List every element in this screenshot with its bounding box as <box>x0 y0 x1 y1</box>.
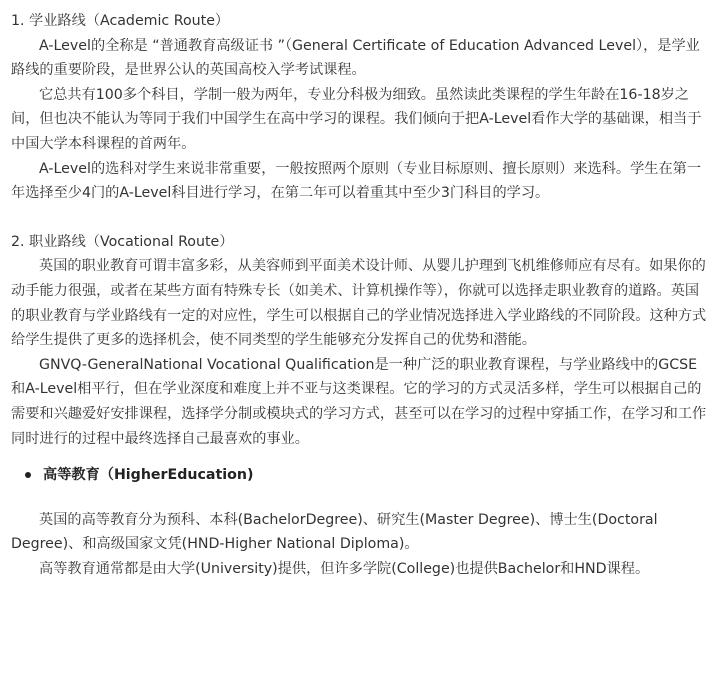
a-level-selection-paragraph: A-Level的选科对学生来说非常重要，一般按照两个原则（专业目标原则、擅长原则）来选科。学生在第一年选择至少4门的A-Level科目进行学习，在第二年可以着重其中至少3门科目的学习。 <box>11 160 702 202</box>
section-spacer <box>11 206 708 230</box>
vocational-route-heading: 2. 职业路线（Vocational Route） <box>11 233 234 250</box>
gnvq-paragraph: GNVQ-GeneralNational Vocational Qualification是一种广泛的职业教育课程，与学业路线中的GCSE和A-Level相平行，但在学业深度和难度上并不亚与这类课程。它的学习的方式灵活多样，学生可以根据自己的需要和兴趣爱好安排课程，选择学分制或模块式的学习方式，甚至可以在学习的过程中穿插工作，在学习和工作同时进行的过程中最终选择自己最喜欢的事业。 <box>11 356 707 447</box>
higher-education-providers-paragraph: 高等教育通常都是由大学(University)提供，但许多学院(College)也提供Bachelor和HND课程。 <box>39 560 650 577</box>
a-level-definition-paragraph: A-Level的全称是 “普通教育高级证书 ”（General Certificate of Education Advanced Level），是学业路线的重要阶段，是世界公认的英国高校入学考试课程。 <box>11 37 700 79</box>
vocational-education-paragraph: 英国的职业教育可谓丰富多彩，从美容师到平面美术设计师、从婴儿护理到飞机维修师应有尽有。如果你的动手能力很强，或者在某些方面有特殊专长（如美术、计算机操作等），你就可以选择走职业教育的道路。英国的职业教育与学业路线有一定的对应性，学生可以根据自己的学业情况选择进入学业路线的不同阶段。这种方式给学生提供了更多的选择机会，使不同类型的学生能够充分发挥自己的优势和潜能。 <box>11 258 707 349</box>
section-spacer <box>11 488 708 508</box>
higher-education-heading-text: 高等教育（HigherEducation) <box>43 467 254 484</box>
section-spacer <box>11 451 708 463</box>
higher-education-levels-paragraph: 英国的高等教育分为预科、本科(BachelorDegree)、研究生(Master Degree)、博士生(Doctoral Degree)、和高级国家文凭(HND-Higher National Diploma)。 <box>11 511 658 553</box>
academic-route-heading: 1. 学业路线（Academic Route） <box>11 13 230 29</box>
bullet-dot-icon <box>25 472 31 478</box>
higher-education-heading <box>11 463 708 488</box>
a-level-subjects-paragraph: 它总共有100多个科目，学制一般为两年，专业分科极为细致。虽然读此类课程的学生年龄在16-18岁之间，但也决不能认为等同于我们中国学生在高中学习的课程。我们倾向于把A-Level看作大学的基础课，相当于中国大学本科课程的首两年。 <box>11 86 702 152</box>
